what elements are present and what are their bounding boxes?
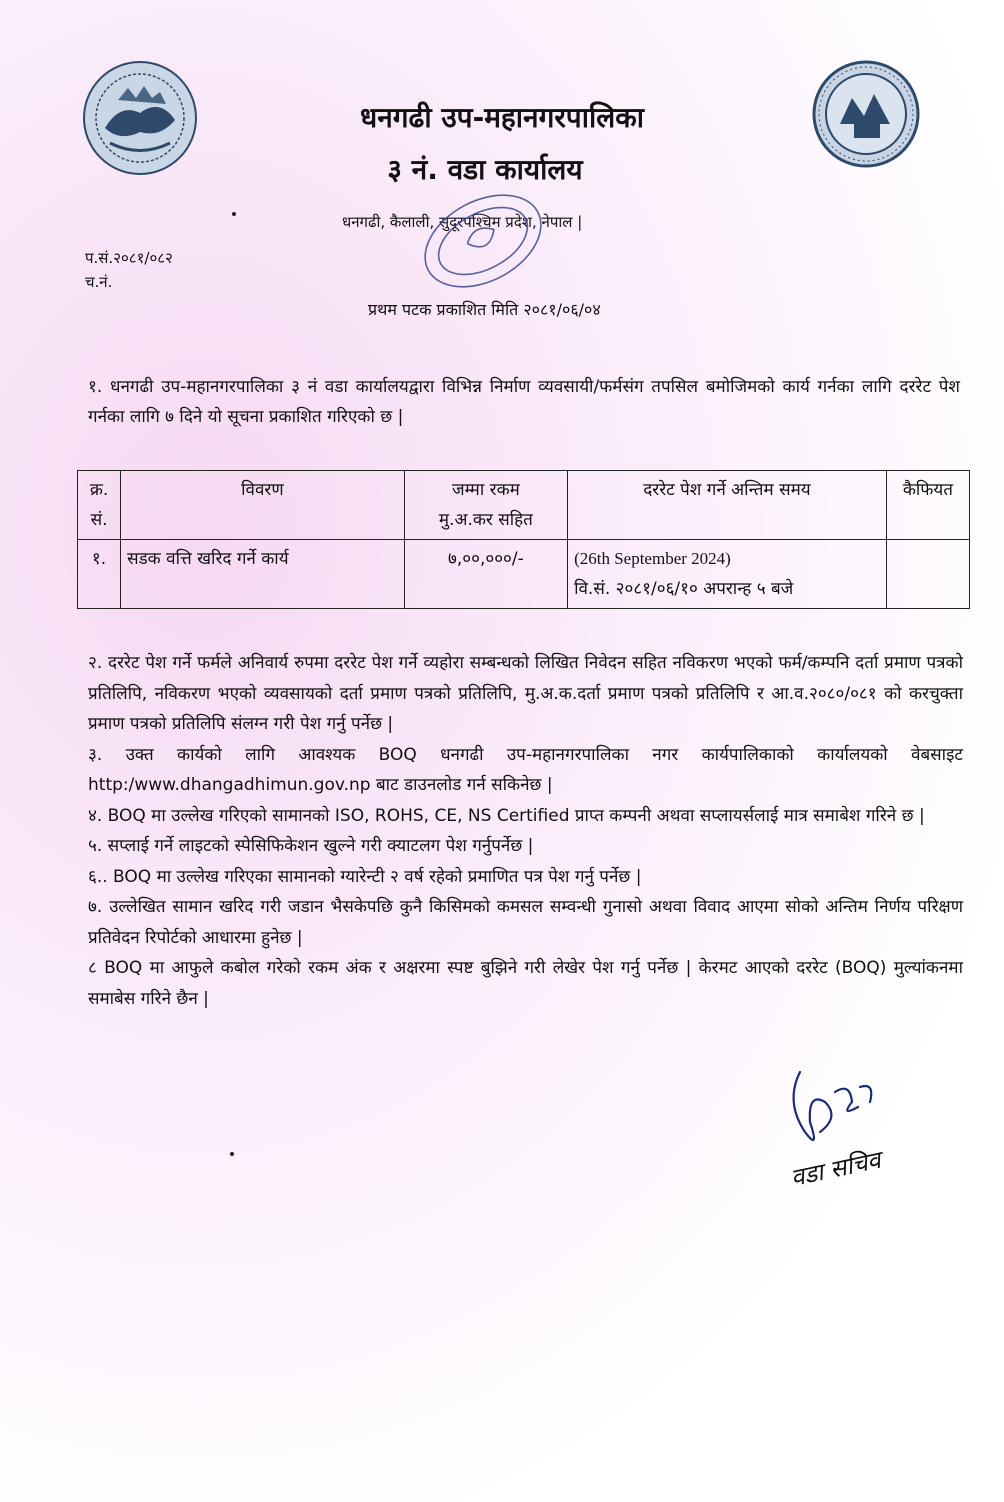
ward-secretary-title: वडा सचिव [788, 1145, 884, 1193]
row-amount: ७,००,०००/- [404, 540, 567, 609]
header-description: विवरण [121, 471, 405, 540]
row-remarks [886, 540, 969, 609]
condition-item: २. दररेट पेश गर्ने फर्मले अनिवार्य रुपमा दररेट पेश गर्ने व्यहोरा सम्बन्धको लिखित निवेदन सहित नविकरण भएको फर्म/कम्पनि दर्ता प्रमाण पत्रको प्रतिलिपि, नविकरण भएको व्यवसायको दर्ता प्रमाण पत्रको प्रतिलिपि, मु.अ.क.दर्ता प्रमाण पत्रको प्रतिलिपि र आ.व.२०८०/०८१ को करचुक्ता प्रमाण पत्रको प्रतिलिपि संलग्न गरी पेश गर्नु पर्नेछ | [88, 653, 963, 734]
reference-block [85, 246, 173, 294]
letter-number: प.सं.२०८१/०८२ [85, 249, 173, 267]
row-deadline [568, 540, 887, 609]
header-amount [404, 471, 567, 540]
office-address: धनगढी, कैलाली, सुदूरपश्चिम प्रदेश, नेपाल | [342, 213, 583, 231]
ward-office-name: ३ नं. वडा कार्यालय [387, 153, 583, 186]
office-stamp [408, 186, 558, 296]
speck [230, 1152, 234, 1156]
header-remarks: कैफियत [886, 471, 969, 540]
condition-item: ५. सप्लाई गर्ने लाइटको स्पेसिफिकेशन खुल्ने गरी क्याटलग पेश गर्नुपर्नेछ | [88, 836, 534, 856]
header-sn [78, 471, 121, 540]
table-header-row [78, 471, 970, 540]
publication-date: प्रथम पटक प्रकाशित मिति २०८१/०६/०४ [368, 300, 601, 319]
condition-item: ७. उल्लेखित सामान खरिद गरी जडान भैसकेपछि कुनै किसिमको कमसल सम्वन्धी गुनासो अथवा विवाद आएमा सोको अन्तिम निर्णय परिक्षण प्रतिवेदन रिपोर्टको आधारमा हुनेछ | [88, 897, 963, 948]
speck [232, 212, 236, 216]
intro-paragraph: १. धनगढी उप-महानगरपालिका ३ नं वडा कार्यालयद्वारा विभिन्न निर्माण व्यवसायी/फर्मसंग तपसिल बमोजिमको कार्य गर्नका लागि दररेट पेश गर्नका लागि ७ दिने यो सूचना प्रकाशित गरिएको छ | [88, 377, 960, 427]
dispatch-number: च.नं. [85, 273, 113, 291]
row-description: सडक वत्ति खरिद गर्ने कार्य [121, 540, 405, 609]
row-deadline-english: (26th September 2024) [574, 549, 731, 568]
condition-item: ८ BOQ मा आफुले कबोल गरेको रकम अंक र अक्षरमा स्पष्ट बुझिने गरी लेखेर पेश गर्नु पर्नेछ | केरमट आएको दररेट (BOQ) मुल्यांकनमा समाबेस गरिने छैन | [88, 958, 963, 1009]
tender-table [77, 470, 970, 609]
row-sn: १. [78, 540, 121, 609]
header-amount-line1: जम्मा रकम [451, 480, 520, 500]
row-deadline-nepali: वि.सं. २०८१/०६/१० अपरान्ह ५ बजे [574, 579, 794, 599]
header-amount-line2: मु.अ.कर सहित [438, 510, 533, 530]
header-deadline: दररेट पेश गर्ने अन्तिम समय [568, 471, 887, 540]
condition-item: ३. उक्त कार्यको लागि आवश्यक BOQ धनगढी उप-महानगरपालिका नगर कार्यपालिकाको कार्यालयको वेबसाइट http:/www.dhangadhimun.gov.np बाट डाउनलोड गर्न सकिनेछ | [88, 744, 963, 795]
conditions-list [88, 648, 963, 1014]
condition-item: ४. BOQ मा उल्लेख गरिएको सामानको ISO, ROHS, CE, NS Certified प्राप्त कम्पनी अथवा सप्लायर्सलाई मात्र समाबेश गरिने छ | [88, 805, 925, 826]
municipality-name: धनगढी उप-महानगरपालिका [360, 101, 644, 134]
header-sn-line2: सं. [90, 510, 108, 530]
table-row [78, 540, 970, 609]
condition-item: ६.. BOQ मा उल्लेख गरिएका सामानको ग्यारेन्टी २ वर्ष रहेको प्रमाणित पत्र पेश गर्नु पर्नेछ | [88, 866, 642, 887]
header-sn-line1: क्र. [89, 480, 109, 500]
